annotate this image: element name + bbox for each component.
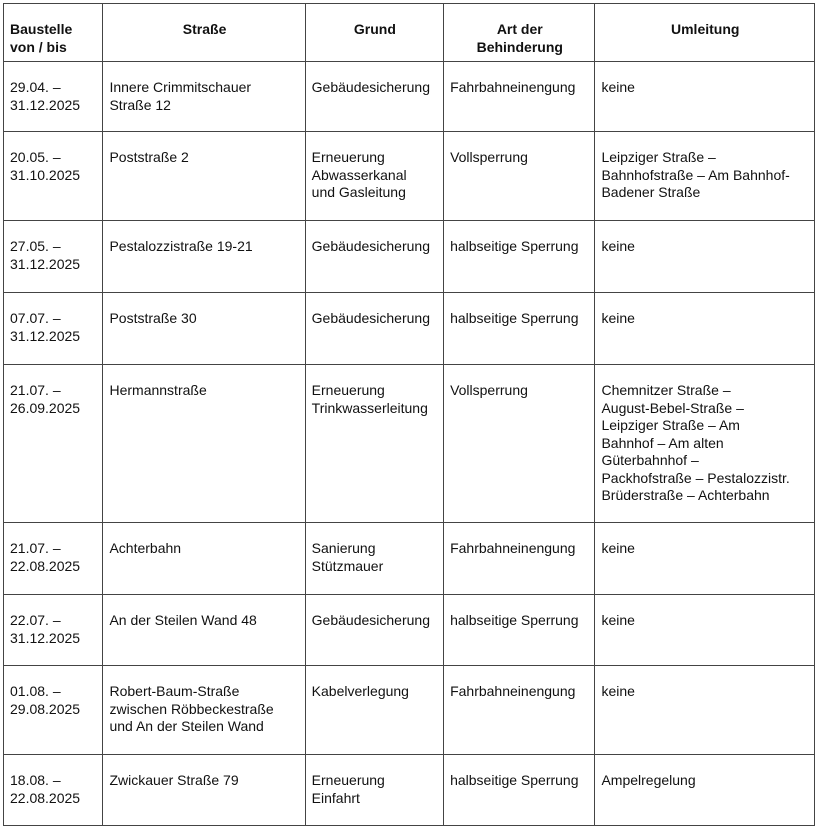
cell-obstruction-type: halbseitige Sperrung bbox=[444, 293, 595, 365]
cell-obstruction-type: Vollsperrung bbox=[444, 132, 595, 221]
cell-street: Innere Crimmitschauer Straße 12 bbox=[103, 62, 305, 132]
cell-reason: Kabelverlegung bbox=[305, 666, 443, 755]
table-row bbox=[4, 293, 815, 365]
table-row bbox=[4, 221, 815, 293]
cell-street: Robert-Baum-Straße zwischen Röbbeckestraße und An der Steilen Wand bbox=[103, 666, 305, 755]
cell-period: 20.05. – 31.10.2025 bbox=[4, 132, 103, 221]
cell-period: 29.04. – 31.12.2025 bbox=[4, 62, 103, 132]
cell-detour: keine bbox=[595, 595, 815, 666]
header-reason: Grund bbox=[305, 4, 443, 62]
cell-detour: Ampelregelung bbox=[595, 755, 815, 826]
header-street: Straße bbox=[103, 4, 305, 62]
cell-reason: Gebäudesicherung bbox=[305, 595, 443, 666]
cell-obstruction-type: Vollsperrung bbox=[444, 365, 595, 523]
cell-period: 27.05. – 31.12.2025 bbox=[4, 221, 103, 293]
table-row bbox=[4, 595, 815, 666]
table-row bbox=[4, 666, 815, 755]
cell-reason: Gebäudesicherung bbox=[305, 293, 443, 365]
cell-obstruction-type: halbseitige Sperrung bbox=[444, 595, 595, 666]
cell-reason: Erneuerung Abwasserkanal und Gasleitung bbox=[305, 132, 443, 221]
table-row bbox=[4, 365, 815, 523]
cell-period: 01.08. – 29.08.2025 bbox=[4, 666, 103, 755]
table-row bbox=[4, 755, 815, 826]
cell-street: Poststraße 2 bbox=[103, 132, 305, 221]
cell-detour: keine bbox=[595, 62, 815, 132]
table-row bbox=[4, 132, 815, 221]
table-row bbox=[4, 62, 815, 132]
cell-street: Hermannstraße bbox=[103, 365, 305, 523]
cell-reason: Erneuerung Einfahrt bbox=[305, 755, 443, 826]
cell-reason: Erneuerung Trinkwasserleitung bbox=[305, 365, 443, 523]
cell-obstruction-type: halbseitige Sperrung bbox=[444, 755, 595, 826]
cell-street: Pestalozzistraße 19-21 bbox=[103, 221, 305, 293]
cell-obstruction-type: Fahrbahneinengung bbox=[444, 62, 595, 132]
cell-detour: keine bbox=[595, 293, 815, 365]
cell-obstruction-type: Fahrbahneinengung bbox=[444, 666, 595, 755]
header-detour: Umleitung bbox=[595, 4, 815, 62]
cell-reason: Gebäudesicherung bbox=[305, 221, 443, 293]
table-header-row bbox=[4, 4, 815, 62]
cell-detour: Leipziger Straße – Bahnhofstraße – Am Bahnhof- Badener Straße bbox=[595, 132, 815, 221]
cell-detour: Chemnitzer Straße – August-Bebel-Straße – Leipziger Straße – Am Bahnhof – Am alten Güterbahnhof – Packhofstraße – Pestalozzistr. Brüderstraße – Achterbahn bbox=[595, 365, 815, 523]
cell-detour: keine bbox=[595, 666, 815, 755]
cell-obstruction-type: halbseitige Sperrung bbox=[444, 221, 595, 293]
cell-reason: Sanierung Stützmauer bbox=[305, 523, 443, 595]
cell-period: 21.07. – 22.08.2025 bbox=[4, 523, 103, 595]
cell-street: Poststraße 30 bbox=[103, 293, 305, 365]
cell-street: Achterbahn bbox=[103, 523, 305, 595]
cell-period: 07.07. – 31.12.2025 bbox=[4, 293, 103, 365]
cell-street: Zwickauer Straße 79 bbox=[103, 755, 305, 826]
cell-detour: keine bbox=[595, 221, 815, 293]
cell-period: 22.07. – 31.12.2025 bbox=[4, 595, 103, 666]
cell-reason: Gebäudesicherung bbox=[305, 62, 443, 132]
construction-sites-table bbox=[3, 3, 815, 826]
header-obstruction-type: Art der Behinderung bbox=[444, 4, 595, 62]
cell-period: 21.07. – 26.09.2025 bbox=[4, 365, 103, 523]
header-period: Baustelle von / bis bbox=[4, 4, 103, 62]
table-row bbox=[4, 523, 815, 595]
cell-street: An der Steilen Wand 48 bbox=[103, 595, 305, 666]
cell-period: 18.08. – 22.08.2025 bbox=[4, 755, 103, 826]
cell-obstruction-type: Fahrbahneinengung bbox=[444, 523, 595, 595]
cell-detour: keine bbox=[595, 523, 815, 595]
